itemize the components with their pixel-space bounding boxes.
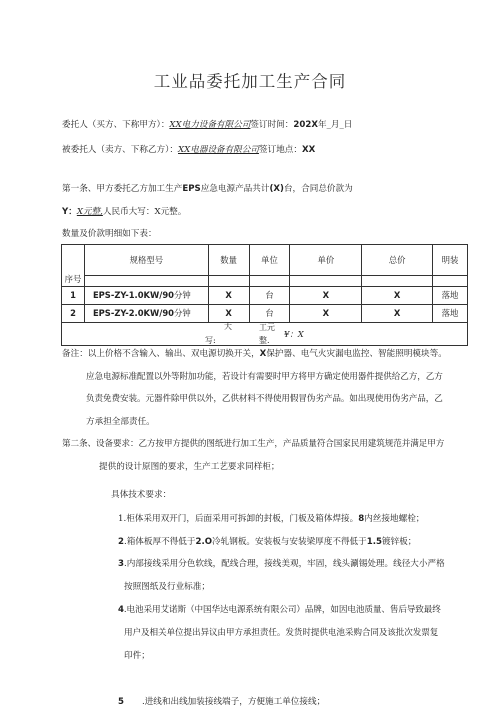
requirement-4-cont-1: 用户及相关单位提出异议由甲方承担责任。发货时提供电池采购合同及该批次发票复 (124, 628, 439, 638)
requirement-2-thickness: 2.O (195, 537, 213, 547)
remark-text-1c: 保护器、电气火灾漏电监控、智能照明模块等。 (266, 349, 447, 359)
header-model: 规格型号 (84, 245, 208, 276)
total-amount: ¥：X (284, 329, 304, 339)
price-table (61, 244, 468, 346)
table-header-row (62, 245, 468, 276)
spacer-cell (362, 276, 433, 287)
article-2-line-1: 第二条、设备要求：乙方按甲方提供的图纸进行加工生产，产品质量符合国家民用建筑规范并满足甲方 (62, 439, 445, 449)
requirement-2-text-e: 镀锌板； (381, 537, 417, 547)
row-install: 落地 (433, 305, 468, 323)
requirement-5-number: 5 (118, 697, 124, 707)
requirement-2 (118, 536, 416, 549)
requirement-2-number: 2 (118, 537, 124, 547)
requirement-1-num: 8 (358, 514, 365, 524)
spacer-cell (290, 276, 362, 287)
header-unit: 单位 (249, 245, 290, 276)
requirement-3-number: 3 (118, 559, 124, 569)
sign-place-label: 签订地点： (259, 145, 302, 155)
requirement-4-text: .电池采用艾诺斯（中国华达电源系统有限公司）品牌，如因电池质量、售后导致最终 (123, 605, 441, 615)
total-yuan-2: 整. (259, 336, 270, 345)
requirement-4-cont-2: 印件； (124, 651, 150, 661)
row-total: X (362, 287, 433, 305)
spacer-cell (249, 276, 290, 287)
row-price: X (290, 305, 362, 323)
requirement-3 (118, 558, 445, 571)
article-1-eps: EPS (182, 184, 201, 194)
article-2-line-2: 提供的设计原图的要求，生产工艺要求同样柜； (99, 462, 280, 472)
table-row (62, 287, 468, 305)
requirement-1-rest: 内丝接地螺栓； (364, 514, 425, 524)
row-model-suffix: 分钟 (173, 308, 191, 319)
sign-place: XX (302, 145, 316, 155)
table-header-spacer (62, 276, 468, 287)
row-total: X (362, 305, 433, 323)
total-yuan-1: 工元 (259, 323, 275, 332)
spacer-cell (84, 276, 208, 287)
row-unit: 台 (249, 287, 290, 305)
requirement-2-text-a: .箱体板厚不得低于 (123, 537, 196, 547)
article-1-text-c: 应急电源产品共计 (200, 184, 270, 194)
row-model (84, 305, 208, 323)
requirement-1 (118, 513, 424, 526)
article-1-text-e: 台，合同总价款为 (283, 184, 353, 194)
party-b-line (62, 144, 315, 157)
requirement-4 (118, 604, 441, 617)
article-1-text-a: 第一条、甲方委托乙方加工生产 (62, 184, 183, 194)
party-a-company: XX电力设备有限公司 (169, 120, 251, 130)
remark-text-1: 备注：以上价格不含输入、输出、双电源切换开关， (62, 349, 260, 359)
party-b-company: XX电器设备有限公司 (178, 145, 260, 155)
requirement-5-text: .进线和出线加装接线端子，方便施工单位接线； (141, 697, 326, 707)
table-total-row (62, 323, 468, 346)
remark-line-1 (62, 348, 447, 361)
row-seq: 1 (62, 287, 85, 305)
header-install: 明装 (433, 245, 468, 276)
row-model-code: EPS-ZY-1.0KW/90 (92, 290, 174, 301)
header-seq (62, 245, 85, 287)
table-row (62, 305, 468, 323)
total-daxie-2: 写: (205, 336, 216, 345)
row-price: X (290, 287, 362, 305)
row-seq: 2 (62, 305, 85, 323)
price-amount: X元整, (76, 207, 103, 217)
spacer-cell (433, 276, 468, 287)
article-1-line-2 (62, 206, 186, 219)
price-uppercase-label: 人民币大写： (102, 207, 155, 217)
row-model-suffix: 分钟 (173, 290, 191, 301)
contract-title: 工业品委托加工生产合同 (153, 72, 347, 91)
header-price: 单价 (290, 245, 362, 276)
requirement-2-text-c: 冷轧钢板。安装板与安装梁厚度不得低于 (212, 537, 367, 547)
row-model-code: EPS-ZY-2.0KW/90 (92, 308, 174, 319)
party-b-label: 被委托人（卖方、下称乙方）： (62, 145, 179, 155)
party-a-label: 委托人（买方、下称甲方）： (62, 120, 170, 130)
remark-x: X (259, 349, 267, 359)
row-install: 落地 (433, 287, 468, 305)
requirement-1-text: 1.柜体采用双开门，后面采用可拆卸的封板，门板及箱体焊接。 (118, 514, 359, 524)
sign-date: 年_月_日 (317, 120, 353, 130)
price-uppercase-amount: X元整。 (154, 207, 187, 217)
requirement-3-cont: 按照图纸及行业标准； (124, 582, 210, 592)
requirement-4-number: 4 (118, 605, 124, 615)
requirement-3-text: .内部接线采用分色软线，配线合理，接线美观，牢固，线头涮锡处理。线径大小严格 (123, 559, 445, 569)
row-unit: 台 (249, 305, 290, 323)
article-1-quantity: (X) (269, 184, 284, 194)
article-1-line-1 (62, 183, 353, 196)
total-cell (62, 323, 468, 346)
remark-line-3: 负责免费安装。元器件除甲供以外，乙供材料不得使用假冒伪劣产品。如出现使用伪劣产品，乙 (86, 394, 443, 404)
header-total: 总价 (362, 245, 433, 276)
row-model (84, 287, 208, 305)
remark-line-2: 应急电源标准配置以外等附加功能，若设计有需要时甲方将甲方确定使用器件提供给乙方，乙方 (86, 372, 443, 382)
tech-requirements-heading: 具体技术要求： (111, 490, 172, 500)
spacer-cell (208, 276, 249, 287)
total-daxie-1: 大 (224, 322, 232, 331)
price-y-label: Y： (62, 207, 77, 217)
remark-line-4: 方承担全部责任。 (86, 417, 155, 427)
requirement-2-thickness-b: 1.5 (366, 537, 382, 547)
header-qty: 数量 (208, 245, 249, 276)
party-a-line (62, 119, 352, 132)
sign-year: 202X (293, 120, 318, 130)
header-seq-label: 序号 (64, 274, 82, 285)
row-qty: X (208, 305, 249, 323)
sign-time-label: 签订时间： (250, 120, 294, 130)
row-qty: X (208, 287, 249, 305)
article-1-line-3: 数量及价款明细如下表： (62, 229, 157, 239)
